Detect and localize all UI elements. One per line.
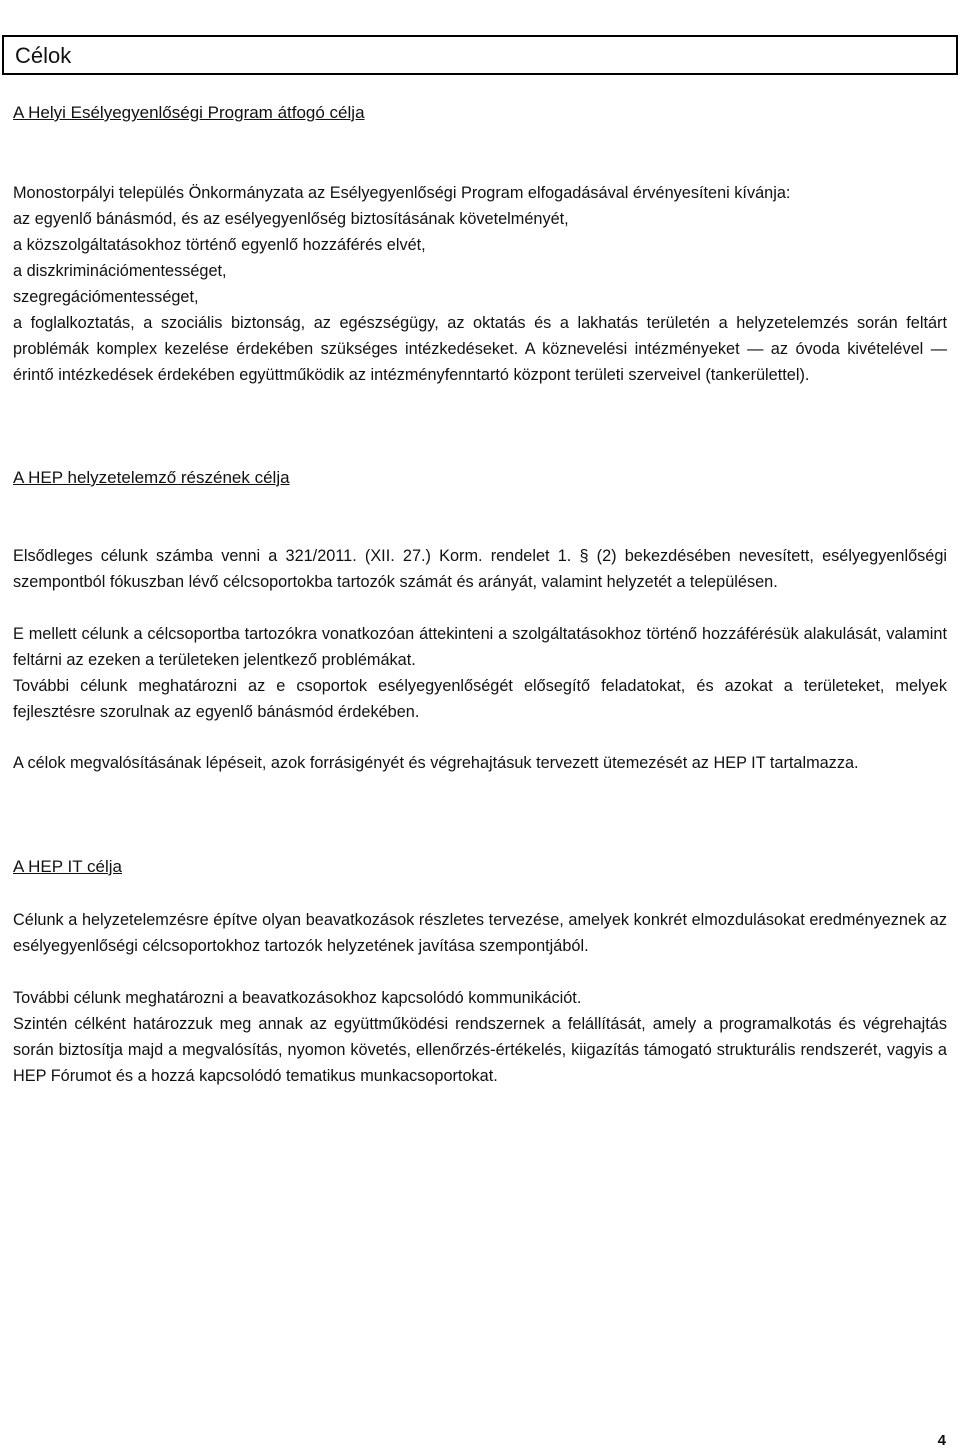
- section2-paragraph-3: További célunk meghatározni az e csoportok esélyegyenlőségét elősegítő feladatokat, és azokat a területeket, melyek fejlesztésre szorulnak az egyenlő bánásmód érdekében.: [13, 677, 947, 721]
- list-line: a diszkriminációmentességet,: [13, 262, 227, 280]
- section2-paragraph-1: Elsődleges célunk számba venni a 321/2011. (XII. 27.) Korm. rendelet 1. § (2) bekezdésében nevesített, esélyegyenlőségi szempontból fókuszban lévő célcsoportokba tartozók számát és arányát, valamint helyzetét a településen.: [13, 547, 947, 591]
- section3-paragraph-2: További célunk meghatározni a beavatkozásokhoz kapcsolódó kommunikációt.: [13, 989, 582, 1007]
- section1-paragraph: a foglalkoztatás, a szociális biztonság, az egészségügy, az oktatás és a lakhatás területén a helyzetelemzés során feltárt problémák komplex kezelése érdekében szükséges intézkedéseket. A köznevelési intézményeket — az óvoda kivételével — érintő intézkedések érdekében együttműködik az intézményfenntartó központ területi szerveivel (tankerülettel).: [13, 314, 947, 384]
- list-line: a közszolgáltatásokhoz történő egyenlő hozzáférés elvét,: [13, 236, 426, 254]
- section-heading-situation-analysis: A HEP helyzetelemző részének célja: [13, 468, 290, 487]
- title-box: [2, 35, 958, 75]
- section3-paragraph-1: Célunk a helyzetelemzésre építve olyan beavatkozások részletes tervezése, amelyek konkrét elmozdulásokat eredményeznek az esélyegyenlőségi célcsoportokhoz tartozók helyzetének javítása szempontjából.: [13, 911, 947, 955]
- section3-paragraph-3: Szintén célként határozzuk meg annak az együttműködési rendszernek a felállítását, amely a programalkotás és végrehajtás során biztosítja majd a megvalósítás, nyomon követés, ellenőrzés-értékelés, kiigazítás támogató strukturális rendszerét, vagyis a HEP Fórumot és a hozzá kapcsolódó tematikus munkacsoportokat.: [13, 1015, 947, 1085]
- section2-paragraph-4: A célok megvalósításának lépéseit, azok forrásigényét és végrehajtásuk tervezett ütemezését az HEP IT tartalmazza.: [13, 754, 859, 772]
- page-number: 4: [937, 1432, 946, 1449]
- section2-paragraph-2: E mellett célunk a célcsoportba tartozókra vonatkozóan áttekinteni a szolgáltatásokhoz történő hozzáférésük alakulását, valamint feltárni az ezeken a területeken jelentkező problémákat.: [13, 625, 947, 669]
- list-line: szegregációmentességet,: [13, 288, 199, 306]
- list-line: az egyenlő bánásmód, és az esélyegyenlőség biztosításának követelményét,: [13, 210, 569, 228]
- section-heading-hep-it: A HEP IT célja: [13, 857, 122, 876]
- section-heading-hep-goal: A Helyi Esélyegyenlőségi Program átfogó célja: [13, 103, 365, 122]
- section1-list: [13, 180, 947, 310]
- page-title: Célok: [15, 43, 72, 68]
- list-line: Monostorpályi település Önkormányzata az Esélyegyenlőségi Program elfogadásával érvényesíteni kívánja:: [13, 184, 791, 202]
